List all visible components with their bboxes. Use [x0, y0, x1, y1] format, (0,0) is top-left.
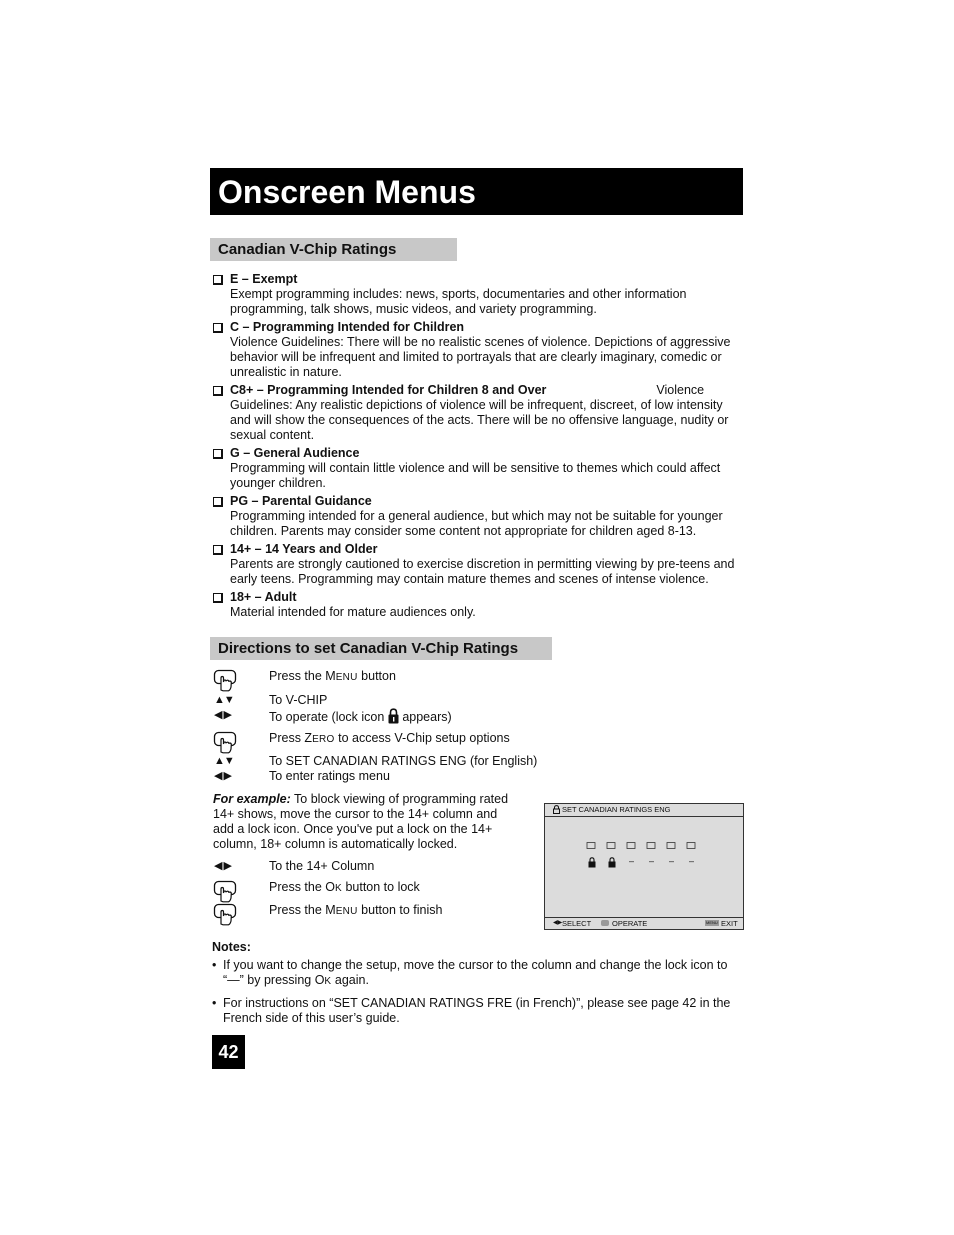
- rating-body: Programming intended for a general audience, but which may not be suitable for younger children. Parents may consider some content not appropriate for children aged 8-13.: [230, 509, 723, 538]
- left-right-arrow-icon: ◀▶: [553, 920, 563, 926]
- notes-heading: Notes:: [212, 940, 251, 954]
- bullet: •: [212, 996, 217, 1010]
- footer-exit: EXIT: [721, 919, 738, 928]
- rating-body: Violence Guidelines: There will be no realistic scenes of violence. Depictions of aggressive behavior will be infrequent and limited to portrayals that are clearly imaginary, comedic or unrealistic in nature.: [230, 335, 731, 379]
- lock-icon: [608, 857, 616, 868]
- unlocked-dash: –: [669, 856, 675, 866]
- footer-operate: OPERATE: [612, 919, 648, 928]
- footer-select: SELECT: [562, 919, 592, 928]
- lock-icon: [553, 805, 560, 814]
- ratings-list: [213, 272, 743, 623]
- checkbox-icon: [213, 449, 223, 459]
- step-text: Press the OK button to lock: [269, 880, 420, 894]
- hand-press-icon: [213, 669, 237, 693]
- example-paragraph: [213, 792, 518, 852]
- rating-body: Parents are strongly cautioned to exercise discretion in permitting viewing by pre-teens and early teens. Programming may contain mature themes and scenes of intense violence.: [230, 557, 735, 586]
- rating-body: Material intended for mature audiences only.: [230, 605, 476, 619]
- hand-press-icon: [213, 731, 237, 755]
- checkbox-icon: [213, 386, 223, 396]
- rating-item-g: [213, 446, 743, 491]
- hand-press-icon: [213, 880, 237, 904]
- notes-section: [212, 940, 744, 1026]
- step-vchip: [213, 693, 553, 725]
- rating-head: 18+ – Adult: [230, 590, 297, 604]
- page-number: 42: [212, 1035, 245, 1069]
- rating-head: C – Programming Intended for Children: [230, 320, 465, 334]
- step-text: Press the MENU button to finish: [269, 903, 443, 917]
- screen-footer: [545, 917, 743, 929]
- rating-category-icons: [585, 842, 705, 850]
- step-text: Press the MENU button: [269, 669, 396, 683]
- step-press-menu: [213, 669, 553, 693]
- section-heading-directions: [210, 637, 552, 660]
- left-right-arrow-icon: ◀ ▶: [214, 709, 231, 721]
- bullet: •: [212, 958, 217, 972]
- rating-head: G – General Audience: [230, 446, 360, 460]
- rating-item-c: [213, 320, 743, 380]
- checkbox-icon: [213, 545, 223, 555]
- step-text-vchip: To V-CHIP: [269, 693, 328, 707]
- section-heading-canadian-ratings: [210, 238, 457, 261]
- note-item: • For instructions on “SET CANADIAN RATINGS FRE (in French)”, please see page 42 in the French side of this user’s guide.: [212, 996, 731, 1025]
- step-text-operate: To operate (lock icon appears): [269, 710, 452, 724]
- rating-body: Exempt programming includes: news, sports, documentaries and other information programming, talk shows, music videos, and variety programming.: [230, 287, 687, 316]
- hand-press-icon: [213, 903, 237, 927]
- step-to-14-column: [213, 859, 553, 875]
- menu-button-icon: MENU: [706, 920, 718, 925]
- left-right-arrow-icon: ◀ ▶: [214, 770, 231, 782]
- rating-item-14: [213, 542, 743, 587]
- up-down-arrow-icon: ▲▼: [214, 755, 234, 767]
- rating-head: 14+ – 14 Years and Older: [230, 542, 378, 556]
- note-item: • If you want to change the setup, move the cursor to the column and change the lock icon to “—” by pressing OK again.: [212, 958, 728, 987]
- example-lead: For example:: [213, 792, 291, 806]
- checkbox-icon: [213, 593, 223, 603]
- lock-icon: [388, 708, 399, 724]
- rating-head: E – Exempt: [230, 272, 298, 286]
- checkbox-icon: [213, 275, 223, 285]
- rating-item-c8: [213, 383, 743, 443]
- rating-item-18: [213, 590, 743, 620]
- checkbox-icon: [213, 497, 223, 507]
- step-text-set: To SET CANADIAN RATINGS ENG (for English): [269, 754, 538, 768]
- title-bar: [210, 168, 743, 215]
- lock-icon: [588, 857, 596, 868]
- rating-head: PG – Parental Guidance: [230, 494, 372, 508]
- section-heading-text: Canadian V-Chip Ratings: [218, 241, 397, 258]
- step-text: To the 14+ Column: [269, 859, 375, 873]
- rating-body: Violence Guidelines: Any realistic depictions of violence will be infrequent, discreet, of low intensity and will show the consequences of the acts. There will be no offensive language, nudity or sexual content.: [230, 383, 729, 442]
- unlocked-dash: –: [649, 856, 655, 866]
- rating-item-pg: [213, 494, 743, 539]
- left-right-arrow-icon: ◀ ▶: [214, 860, 231, 872]
- unlocked-dash: –: [629, 856, 635, 866]
- tv-screen-illustration: [544, 803, 744, 930]
- step-text-enter: To enter ratings menu: [269, 769, 390, 783]
- example-text: To block viewing of programming rated 14+ shows, move the cursor to the 14+ column and add a lock icon. Once you've put a lock on the 14+ column, 18+ column is automatically locked.: [213, 792, 509, 851]
- step-text: Press ZERO to access V-Chip setup options: [269, 731, 510, 745]
- screen-header: [545, 804, 743, 817]
- checkbox-icon: [213, 323, 223, 333]
- step-press-menu-finish: [213, 903, 553, 927]
- section-heading-text: Directions to set Canadian V-Chip Ratings: [218, 640, 519, 657]
- step-press-ok: [213, 880, 553, 904]
- step-set-ratings: [213, 754, 553, 786]
- ok-button-icon: [601, 920, 609, 926]
- rating-item-e: [213, 272, 743, 317]
- rating-head: C8+ – Programming Intended for Children 8 and Over: [230, 383, 547, 397]
- rating-body: Programming will contain little violence and will be sensitive to themes which could affect younger children.: [230, 461, 721, 490]
- step-press-zero: [213, 731, 553, 755]
- screen-header-text: SET CANADIAN RATINGS ENG: [562, 805, 671, 814]
- up-down-arrow-icon: ▲▼: [214, 694, 234, 706]
- page-title: Onscreen Menus: [218, 174, 476, 210]
- unlocked-dash: –: [689, 856, 695, 866]
